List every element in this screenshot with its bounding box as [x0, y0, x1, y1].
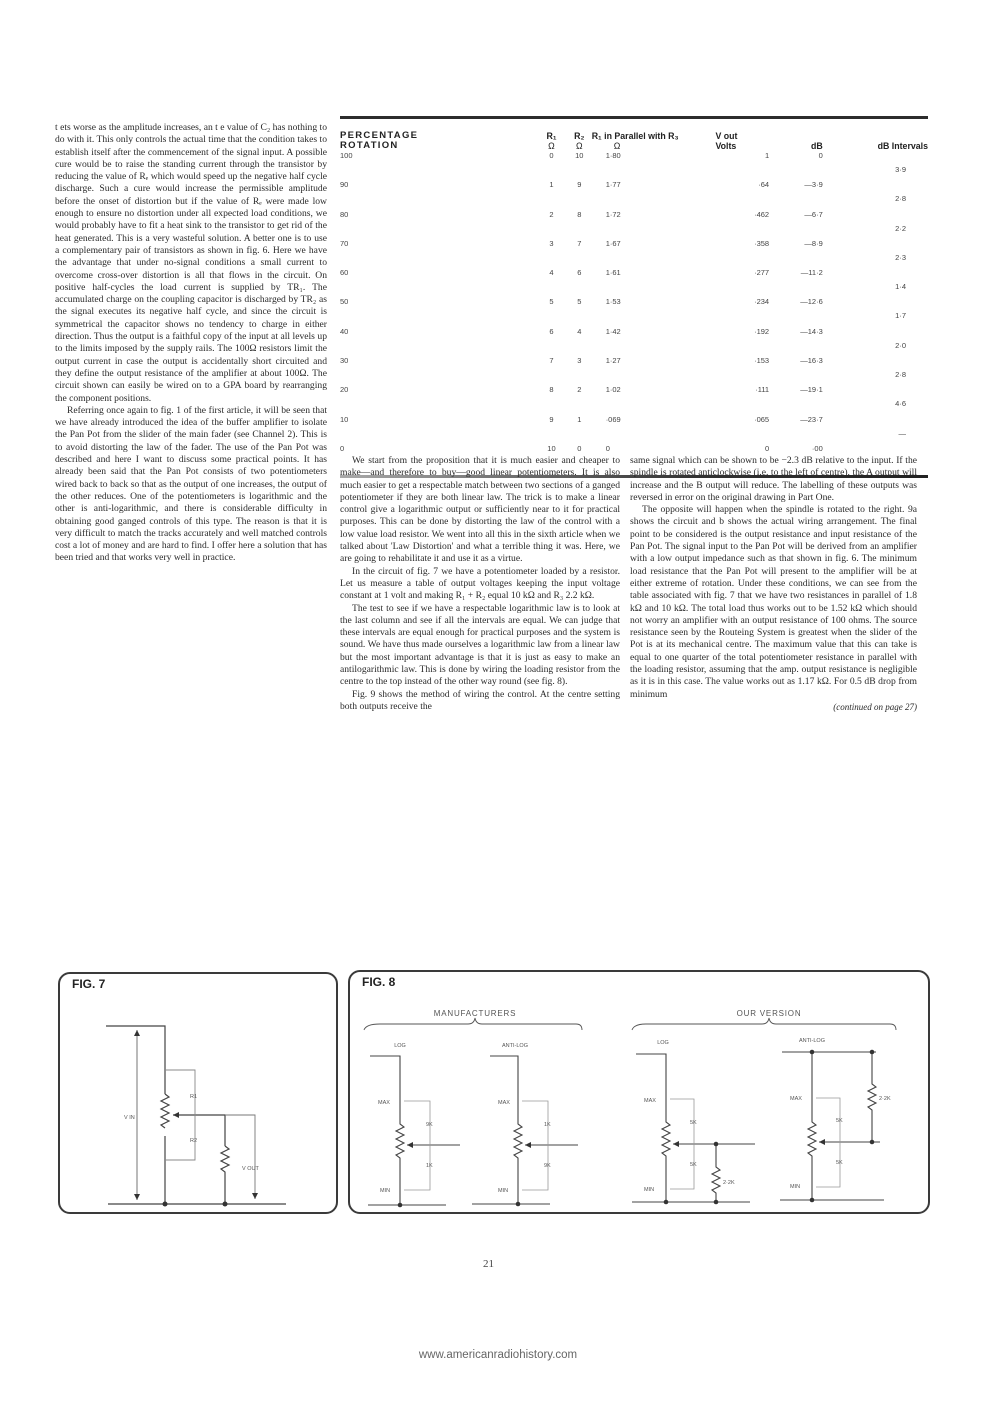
lower-track-label: 5K [690, 1162, 697, 1168]
interval-value: 2·8 [895, 194, 906, 204]
interval-value: 2·0 [895, 340, 906, 350]
wiper-arrow-icon [407, 1142, 413, 1148]
table-row [340, 151, 928, 180]
table-row [340, 210, 928, 239]
circuit-label: LOG [657, 1040, 669, 1046]
figure-title: FIG. 8 [362, 975, 396, 989]
cell-r1: 7 [549, 356, 554, 366]
cell-vout: ·64 [758, 180, 770, 190]
table-row [340, 415, 928, 444]
potentiometer-icon [161, 1094, 169, 1128]
cell-vout: 0 [764, 443, 770, 453]
junction-dot [810, 1050, 815, 1055]
interval-value: 1·7 [895, 311, 906, 321]
cell-r2: 4 [577, 326, 582, 336]
paragraph: The opposite will happen when the spindle is rotated to the right. 9a shows the circuit and b shows the actual wiring arrangement. The final point to be considered is the output resistance and input resistance of the Pan Pot. The signal input to the Pan Pot will be derived from an amplifier with a low output impedance such as that shown in fig. 6. The minimum load resistance that the Pan Pot will present to the amplifier will be at either extreme of rotation. Under these conditions, we can see from the table associated with fig. 7 that we have two resistances in parallel of 1.8 kΩ and 10 kΩ. The total load thus works out to be 1.52 kΩ which should not worry an amplifier with an output resistance of 100 ohms. The source resistance seen by the Routeing System is greatest when the slider of the Pot is at its mechanical centre. The maximum value that this can take is equal to one quarter of the total potentiometer resistance in parallel with the loading resistor, assuming that the amp. output resistance is negligible as it is in this case. The value works out as 1.17 kΩ. For 0.5 dB drop from minimum [630, 504, 917, 700]
cell-parallel: 1·53 [605, 297, 621, 307]
cell-db-interval [823, 385, 928, 414]
cell-percentage: 90 [340, 180, 349, 190]
cell-db-interval [823, 297, 928, 326]
min-label: MIN [498, 1188, 509, 1194]
paragraph: In the circuit of fig. 7 we have a potentiometer loaded by a resistor. Let us measure a table of output voltages keeping the input voltage constant at 1 volt and making R₁ + R₂ equal 10 kΩ and R₃ 2.2 kΩ. [340, 565, 620, 602]
article-column-1 [55, 122, 327, 565]
upper-track-label: 5K [836, 1118, 843, 1124]
load-resistor-icon [221, 1146, 229, 1204]
cell-r2: 0 [577, 443, 582, 453]
junction-dot [516, 1202, 521, 1207]
cell-parallel: 1·02 [605, 385, 621, 395]
header-percentage-rotation [340, 119, 536, 151]
header-text: dB [811, 141, 823, 151]
table-row [340, 385, 928, 414]
cell-r1: 5 [549, 297, 554, 307]
header-text: R₁ in Parallel with R₃ [591, 131, 679, 141]
figure-title: FIG. 7 [72, 977, 106, 991]
paragraph: Fig. 9 shows the method of wiring the control. At the centre setting both outputs receive the [340, 688, 620, 712]
fig8-circuit-diagram [350, 972, 928, 1212]
header-unit: Ω [576, 141, 583, 151]
r1-label: R1 [190, 1094, 198, 1100]
junction-dot [714, 1142, 719, 1147]
paragraph: We start from the proposition that it is much easier and cheaper to make—and therefore to buy—good linear potentiometers. It is also much easier to get a respectable match between two sections of a ganged potentiometer if they are both linear law. The trick is to make a linear control give a logarithmic output or sufficiently near to it for practical purposes. This can be done by distorting the law of the control with a low value load resistor. We went into all this in the sixth article when we talked about 'Law Distortion' and what a terrible thing it was. Here, we are going to rehabilitate it and use it as a virtue. [340, 455, 620, 565]
cell-db-interval [823, 151, 928, 180]
header-r2 [567, 119, 592, 151]
page-number: 21 [483, 1258, 494, 1270]
figure-7 [58, 972, 338, 1214]
cell-vout: ·277 [754, 268, 770, 278]
cell-r1: 4 [549, 268, 554, 278]
cell-db-interval [823, 210, 928, 239]
load-resistor-icon [868, 1052, 876, 1142]
wiper-arrow-icon [525, 1142, 531, 1148]
paragraph: same signal which can be shown to be −2.3 dB relative to the input. If the spindle is rotated anticlockwise (i.e. to the left of centre), the A output will increase and the B output will reduce. The labelling of these outputs was reversed in error on the original drawing in Part One. [630, 455, 917, 503]
header-text: ROTATION [340, 140, 399, 151]
header-r1 [536, 119, 567, 151]
cell-percentage: 60 [340, 268, 349, 278]
table-row [340, 180, 928, 209]
paragraph: Referring once again to fig. 1 of the first article, it will be seen that we have already introduced the idea of the buffer amplifier to isolate the Pan Pot from the slider of the main fader (see Channel 2). This is to avoid distorting the law of the fader. The use of the Pan Pot was described and here I want to discuss some practical points. It has already been said that the Pan Pot consists of two potentiometers wired back to back so that as the output of one increases, the output of the other reduces. One of the potentiometers is logarithmic and the other is anti-logarithmic, and there is considerable difficulty in obtaining good ganged controls of this type. The reason is that it is very difficult to match the tracks accurately and well matched controls cost a lot of money and are hard to find. I offer here a solution that has been tried and that works very well in practice. [55, 404, 327, 564]
article-column-2 [340, 455, 620, 713]
cell-r1: 10 [547, 443, 556, 453]
continued-note: (continued on page 27) [833, 701, 917, 712]
cell-r1: 3 [549, 238, 554, 248]
fig7-circuit-diagram [60, 974, 336, 1212]
table-row [340, 239, 928, 268]
cell-parallel: 1·61 [605, 268, 621, 278]
cell-db: —19·1 [800, 385, 823, 395]
cell-parallel: 1·80 [605, 151, 621, 160]
junction-dot [714, 1200, 719, 1205]
cell-db-interval [823, 415, 928, 444]
cell-r1: 8 [549, 385, 554, 395]
cell-percentage: 20 [340, 385, 349, 395]
cell-percentage: 70 [340, 238, 349, 248]
lower-track-label: 1K [426, 1163, 433, 1169]
header-vout [715, 119, 769, 151]
header-unit: Ω [548, 141, 555, 151]
cell-parallel: 1·72 [605, 209, 621, 219]
interval-value: 2·2 [895, 223, 906, 233]
brace-our-version [632, 1018, 896, 1030]
cell-r1: 9 [549, 414, 554, 424]
load-resistor-label: 2·2K [879, 1096, 891, 1102]
min-label: MIN [644, 1187, 655, 1193]
cell-r1: 1 [549, 180, 554, 190]
cell-db: —23·7 [800, 414, 823, 424]
junction-dot [870, 1050, 875, 1055]
r2-label: R2 [190, 1138, 198, 1144]
upper-track-label: 1K [544, 1122, 551, 1128]
cell-db: —16·3 [800, 356, 823, 366]
cell-parallel: 1·42 [605, 326, 621, 336]
max-label: MAX [644, 1098, 656, 1104]
potentiometer-icon [808, 1052, 816, 1200]
table-body [340, 151, 928, 473]
interval-value: 1·4 [895, 282, 906, 292]
cell-r1: 2 [549, 209, 554, 219]
circuit-label: ANTI-LOG [799, 1038, 825, 1044]
cell-r2: 6 [577, 268, 582, 278]
circuit-label: LOG [394, 1043, 406, 1049]
header-text: R₁ [546, 131, 557, 141]
cell-db: —8·9 [804, 238, 823, 248]
cell-r2: 7 [577, 238, 582, 248]
cell-r2: 8 [577, 209, 582, 219]
header-db [769, 119, 823, 151]
wiper-arrow-icon [819, 1139, 825, 1145]
attenuation-table [340, 116, 928, 478]
cell-vout: ·462 [754, 209, 770, 219]
cell-db-interval [823, 356, 928, 385]
wire [106, 1026, 165, 1094]
vout-label: V OUT [242, 1166, 259, 1172]
cell-r2: 10 [575, 151, 584, 160]
junction-dot [664, 1200, 669, 1205]
table-row [340, 268, 928, 297]
wiper-arrow-icon [173, 1112, 179, 1118]
arrow-icon [134, 1030, 140, 1036]
wiper-arrow-icon [673, 1141, 679, 1147]
figure-8 [348, 970, 930, 1214]
cell-parallel: 1·77 [605, 180, 621, 190]
paragraph: The test to see if we have a respectable logarithmic law is to look at the last column and see if all the intervals are equal. We can judge that these intervals are equal enough for practical purposes and the system is sound. We have thus made ourselves a logarithmic law from a linear law but the most important advantage is that it is just as easy to make an antilogarithmic law. This is done by wiring the loading resistor from the centre to the top instead of the other way round (see fig. 8). [340, 602, 620, 688]
wire [173, 1115, 225, 1146]
interval-value: 4·6 [895, 399, 906, 409]
cell-db-interval [823, 327, 928, 356]
cell-percentage: 80 [340, 209, 349, 219]
cell-percentage: 30 [340, 356, 349, 366]
header-text: PERCENTAGE [340, 130, 419, 141]
max-label: MAX [498, 1100, 510, 1106]
cell-r2: 3 [577, 356, 582, 366]
cell-db-interval [823, 239, 928, 268]
junction-dot [163, 1202, 168, 1207]
junction-dot [870, 1140, 875, 1145]
cell-percentage: 40 [340, 326, 349, 336]
table-row [340, 297, 928, 326]
cell-percentage: 0 [340, 443, 345, 453]
article-column-3 [630, 455, 917, 713]
header-text: dB Intervals [877, 141, 928, 151]
table-header-row [340, 119, 928, 151]
max-label: MAX [790, 1096, 802, 1102]
cell-r2: 9 [577, 180, 582, 190]
cell-percentage: 50 [340, 297, 349, 307]
header-parallel [592, 119, 716, 151]
cell-db: 0 [818, 151, 823, 160]
min-label: MIN [790, 1184, 801, 1190]
group-label-our-version: OUR VERSION [736, 1009, 802, 1018]
cell-parallel: 1·67 [605, 238, 621, 248]
cell-db: ·00 [811, 443, 823, 453]
cell-parallel: 1·27 [605, 356, 621, 366]
cell-r2: 2 [577, 385, 582, 395]
paragraph: t ets worse as the amplitude increases, an t e value of C₂ has nothing to do with it. This only controls the actual time that the condition takes to establish itself after the commencement of the signal input. A possible cure would be to raise the standing current through the transistor by reducing the value of Rₑ which would speed up the negative half cycle discharge. Such a cure would increase the permissible amplitude before the onset of distortion but if the value of Rₑ were made low enough to ensure no distortion under all expected load conditions, we would probably have to fit a heat sink to the transistor to get rid of the heat generated. This is a very wasteful solution. A better one is to use a complementary pair of transistors as shown in fig. 6. Here we have the advantage that under no-signal conditions a small current to overcome cross-over distortion is all that flows in the circuit. On positive half-cycles the load current is supplied by TR₁. The accumulated charge on the coupling capacitor is discharged by TR₂ as the signal executes its negative half cycle, and since the circuit is symmetrical the capacitor shows no tendency to charge in either direction. Thus the output is a faithful copy of the input at all levels up to the limits imposed by the supply rails. The 100Ω resistors limit the output current in case the output is accidentally short circuited and they define the output resistance of the amplifier at about 100Ω. The circuit shown can easily be wired on to a GPA board by rearranging the component positions. [55, 122, 327, 404]
potentiometer-icon [636, 1054, 670, 1202]
brace-manufacturers [364, 1018, 582, 1030]
load-resistor-label: 2·2K [723, 1180, 735, 1186]
min-label: MIN [380, 1188, 391, 1194]
upper-track-label: 9K [426, 1122, 433, 1128]
cell-percentage: 100 [340, 151, 353, 160]
cell-db: —11·2 [800, 268, 823, 278]
cell-vout: ·065 [754, 414, 770, 424]
interval-value: — [898, 428, 906, 438]
cell-db-interval [823, 180, 928, 209]
lower-track-label: 9K [544, 1163, 551, 1169]
junction-dot [223, 1202, 228, 1207]
header-text: Volts [715, 141, 737, 151]
footer-url: www.americanradiohistory.com [418, 1349, 578, 1361]
cell-percentage: 10 [340, 414, 349, 424]
cell-vout: ·358 [754, 238, 770, 248]
interval-value: 2·3 [895, 252, 906, 262]
cell-vout: 1 [764, 151, 770, 160]
cell-db: —12·6 [800, 297, 823, 307]
cell-db-interval [823, 268, 928, 297]
cell-vout: ·192 [754, 326, 770, 336]
cell-r2: 1 [577, 414, 582, 424]
potentiometer-icon [370, 1056, 404, 1205]
cell-vout: ·153 [754, 356, 770, 366]
cell-parallel: ·069 [605, 414, 621, 424]
lower-track-label: 5K [836, 1160, 843, 1166]
header-text: R₂ [574, 131, 585, 141]
cell-vout: ·111 [755, 385, 770, 395]
cell-r1: 6 [549, 326, 554, 336]
cell-r1: 0 [549, 151, 554, 160]
load-resistor-icon [712, 1144, 720, 1202]
table-row [340, 327, 928, 356]
max-label: MAX [378, 1100, 390, 1106]
header-db-intervals [823, 119, 928, 151]
cell-vout: ·234 [754, 297, 770, 307]
group-label-manufacturers: MANUFACTURERS [433, 1009, 517, 1018]
arrow-icon [134, 1194, 140, 1200]
cell-db: —6·7 [804, 209, 823, 219]
header-unit: Ω [613, 141, 621, 151]
header-text: V out [715, 131, 738, 141]
table-row [340, 356, 928, 385]
cell-r2: 5 [577, 297, 582, 307]
interval-value: 3·9 [895, 165, 906, 174]
cell-db: —3·9 [804, 180, 823, 190]
vin-label: V IN [124, 1115, 135, 1121]
junction-dot [810, 1198, 815, 1203]
potentiometer-icon [490, 1056, 522, 1204]
cell-db: —14·3 [800, 326, 823, 336]
junction-dot [398, 1203, 403, 1208]
interval-value: 2·8 [895, 370, 906, 380]
cell-parallel: 0 [605, 443, 610, 453]
upper-track-label: 5K [690, 1120, 697, 1126]
arrow-icon [252, 1193, 258, 1199]
circuit-label: ANTI-LOG [502, 1043, 528, 1049]
